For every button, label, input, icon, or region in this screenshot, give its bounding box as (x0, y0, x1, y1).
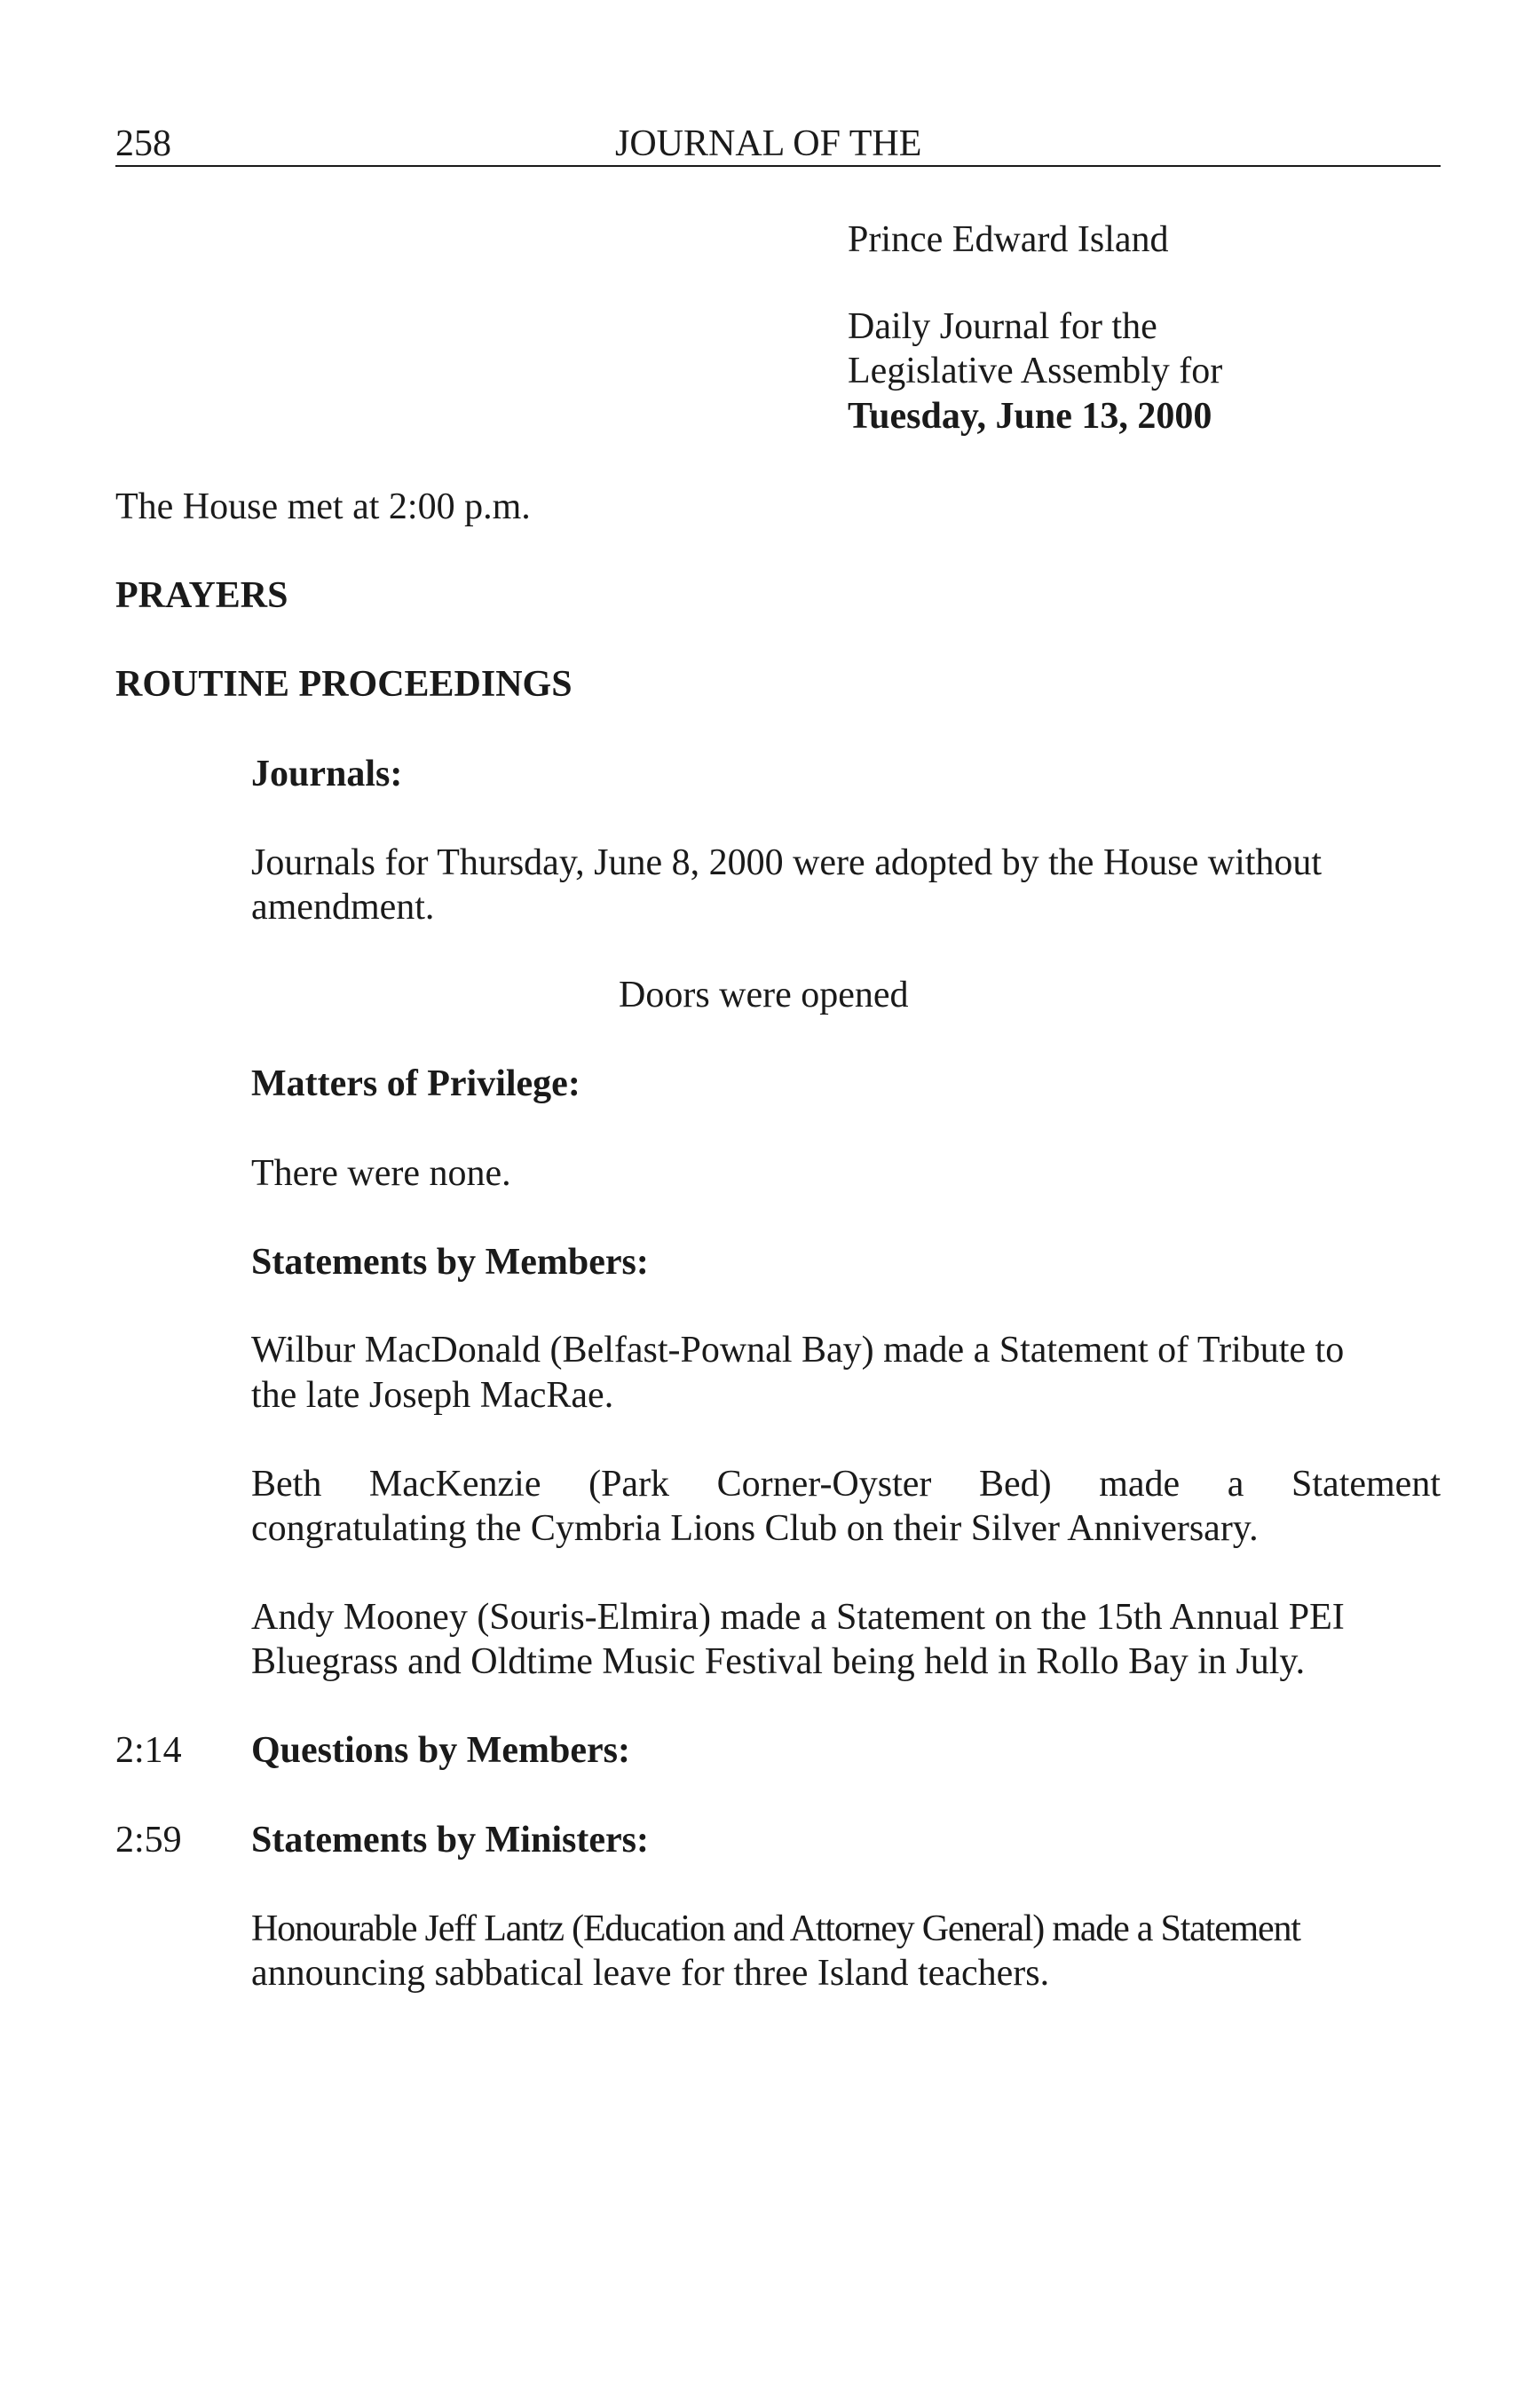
minister-statement-line-2: announcing sabbatical leave for three Island teachers. (251, 1953, 1050, 1994)
member-statement-2-line-2: congratulating the Cymbria Lions Club on their Silver Anniversary. (251, 1508, 1259, 1549)
questions-time: 2:14 (115, 1730, 182, 1771)
journals-heading: Journals: (251, 754, 403, 794)
routine-proceedings-heading: ROUTINE PROCEEDINGS (115, 664, 573, 705)
member-statement-1-line-1: Wilbur MacDonald (Belfast-Pownal Bay) made a Statement of Tribute to (251, 1330, 1345, 1371)
page-number: 258 (115, 123, 171, 164)
title-line-2: Legislative Assembly for (848, 351, 1223, 391)
running-title: JOURNAL OF THE (615, 123, 922, 164)
prayers-heading: PRAYERS (115, 575, 288, 616)
journals-text-line-1: Journals for Thursday, June 8, 2000 were adopted by the House without (251, 842, 1323, 883)
member-statement-1-line-2: the late Joseph MacRae. (251, 1375, 614, 1416)
house-met-text: The House met at 2:00 p.m. (115, 486, 531, 527)
member-statement-3-line-1: Andy Mooney (Souris-Elmira) made a Statement on the 15th Annual PEI (251, 1597, 1345, 1638)
journal-date: Tuesday, June 13, 2000 (848, 396, 1212, 437)
ministers-time: 2:59 (115, 1820, 182, 1861)
privilege-text: There were none. (251, 1153, 511, 1194)
member-statement-2-line-1: Beth MacKenzie (Park Corner-Oyster Bed) made a Statement (251, 1464, 1441, 1505)
privilege-heading: Matters of Privilege: (251, 1063, 580, 1104)
doors-opened-text: Doors were opened (619, 975, 909, 1015)
header-rule (115, 165, 1441, 167)
member-statement-3-line-2: Bluegrass and Oldtime Music Festival being held in Rollo Bay in July. (251, 1641, 1306, 1682)
questions-heading: Questions by Members: (251, 1730, 630, 1771)
minister-statement-line-1: Honourable Jeff Lantz (Education and Attorney General) made a Statement (251, 1908, 1300, 1949)
statements-ministers-heading: Statements by Ministers: (251, 1820, 649, 1861)
province-name: Prince Edward Island (848, 219, 1169, 260)
journals-text-line-2: amendment. (251, 887, 435, 928)
title-line-1: Daily Journal for the (848, 306, 1157, 347)
statements-members-heading: Statements by Members: (251, 1242, 649, 1283)
